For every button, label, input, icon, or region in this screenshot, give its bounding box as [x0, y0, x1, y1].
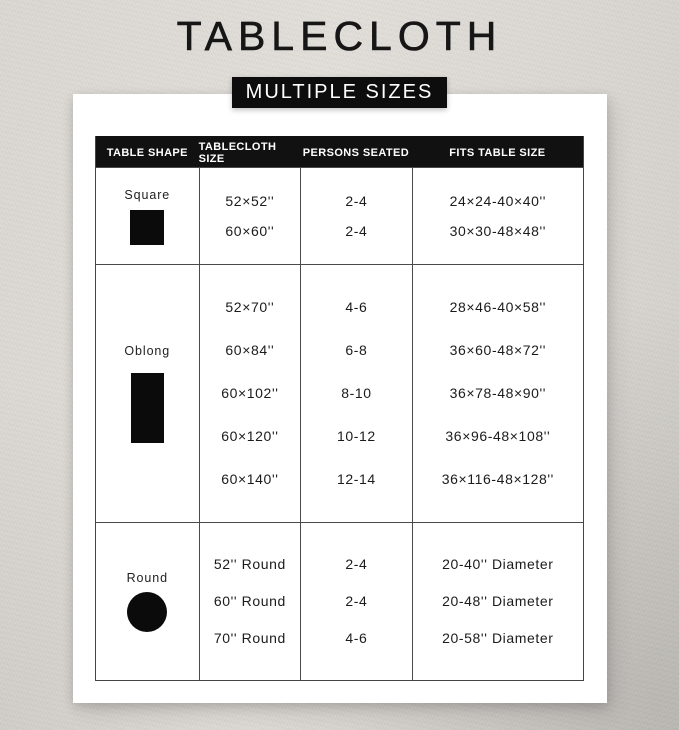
fits-table-size-value: 28×46-40×58'': [449, 299, 547, 316]
column-header-table-shape: TABLE SHAPE: [96, 136, 199, 168]
shape-cell-square: [96, 167, 199, 264]
oblong-shape-icon: [131, 373, 164, 443]
fits-table-size-cell-round: [412, 522, 583, 680]
persons-seated-value: 8-10: [341, 385, 372, 402]
fits-table-size-value: 24×24-40×40'': [449, 192, 547, 209]
tablecloth-size-value: 60×84'': [225, 342, 275, 359]
persons-seated-value: 4-6: [345, 299, 368, 316]
tablecloth-size-cell-square: [199, 167, 301, 264]
persons-seated-value: 2-4: [345, 192, 368, 209]
shape-cell-round: [96, 522, 199, 680]
tablecloth-size-cell-round: [199, 522, 301, 680]
tablecloth-size-value: 52×70'': [225, 299, 275, 316]
persons-seated-value: 2-4: [345, 593, 368, 610]
fits-table-size-value: 36×116-48×128'': [441, 471, 554, 488]
persons-seated-cell-round: [300, 522, 412, 680]
shape-label: Round: [126, 571, 168, 586]
column-header-fits-table-size: FITS TABLE SIZE: [412, 136, 583, 168]
round-shape-icon: [127, 592, 167, 632]
persons-seated-value: 4-6: [345, 630, 368, 647]
tablecloth-size-value: 52'' Round: [213, 556, 286, 573]
persons-seated-value: 6-8: [345, 342, 368, 359]
persons-seated-cell-square: [300, 167, 412, 264]
fits-table-size-value: 20-48'' Diameter: [442, 593, 554, 610]
multiple-sizes-banner: MULTIPLE SIZES: [232, 77, 447, 108]
column-header-tablecloth-size: TABLECLOTH SIZE: [199, 136, 301, 168]
persons-seated-value: 2-4: [345, 556, 368, 573]
fits-table-size-value: 36×60-48×72'': [449, 342, 547, 359]
shape-cell-oblong: [96, 264, 199, 522]
persons-seated-value: 10-12: [337, 428, 376, 445]
tablecloth-size-cell-oblong: [199, 264, 301, 522]
tablecloth-size-value: 60×140'': [221, 471, 279, 488]
size-chart-card: [73, 94, 607, 703]
shape-label: Square: [124, 187, 171, 202]
fits-table-size-cell-square: [412, 167, 583, 264]
tablecloth-size-value: 60×120'': [221, 428, 279, 445]
tablecloth-size-value: 60×102'': [221, 385, 279, 402]
tablecloth-size-value: 60×60'': [225, 222, 275, 239]
fits-table-size-value: 36×96-48×108'': [445, 428, 551, 445]
column-header-persons-seated: PERSONS SEATED: [300, 136, 412, 168]
persons-seated-value: 2-4: [345, 222, 368, 239]
tablecloth-size-value: 60'' Round: [213, 593, 286, 610]
fits-table-size-value: 30×30-48×48'': [449, 222, 547, 239]
tablecloth-size-value: 70'' Round: [213, 630, 286, 647]
fits-table-size-value: 20-58'' Diameter: [442, 630, 554, 647]
persons-seated-cell-oblong: [300, 264, 412, 522]
fits-table-size-cell-oblong: [412, 264, 583, 522]
persons-seated-value: 12-14: [337, 471, 376, 488]
fits-table-size-value: 20-40'' Diameter: [442, 556, 554, 573]
shape-label: Oblong: [124, 344, 171, 359]
fits-table-size-value: 36×78-48×90'': [449, 385, 547, 402]
size-table: [95, 136, 584, 681]
page-title: TABLECLOTH: [176, 13, 503, 59]
square-shape-icon: [130, 210, 164, 245]
tablecloth-size-value: 52×52'': [225, 192, 275, 209]
